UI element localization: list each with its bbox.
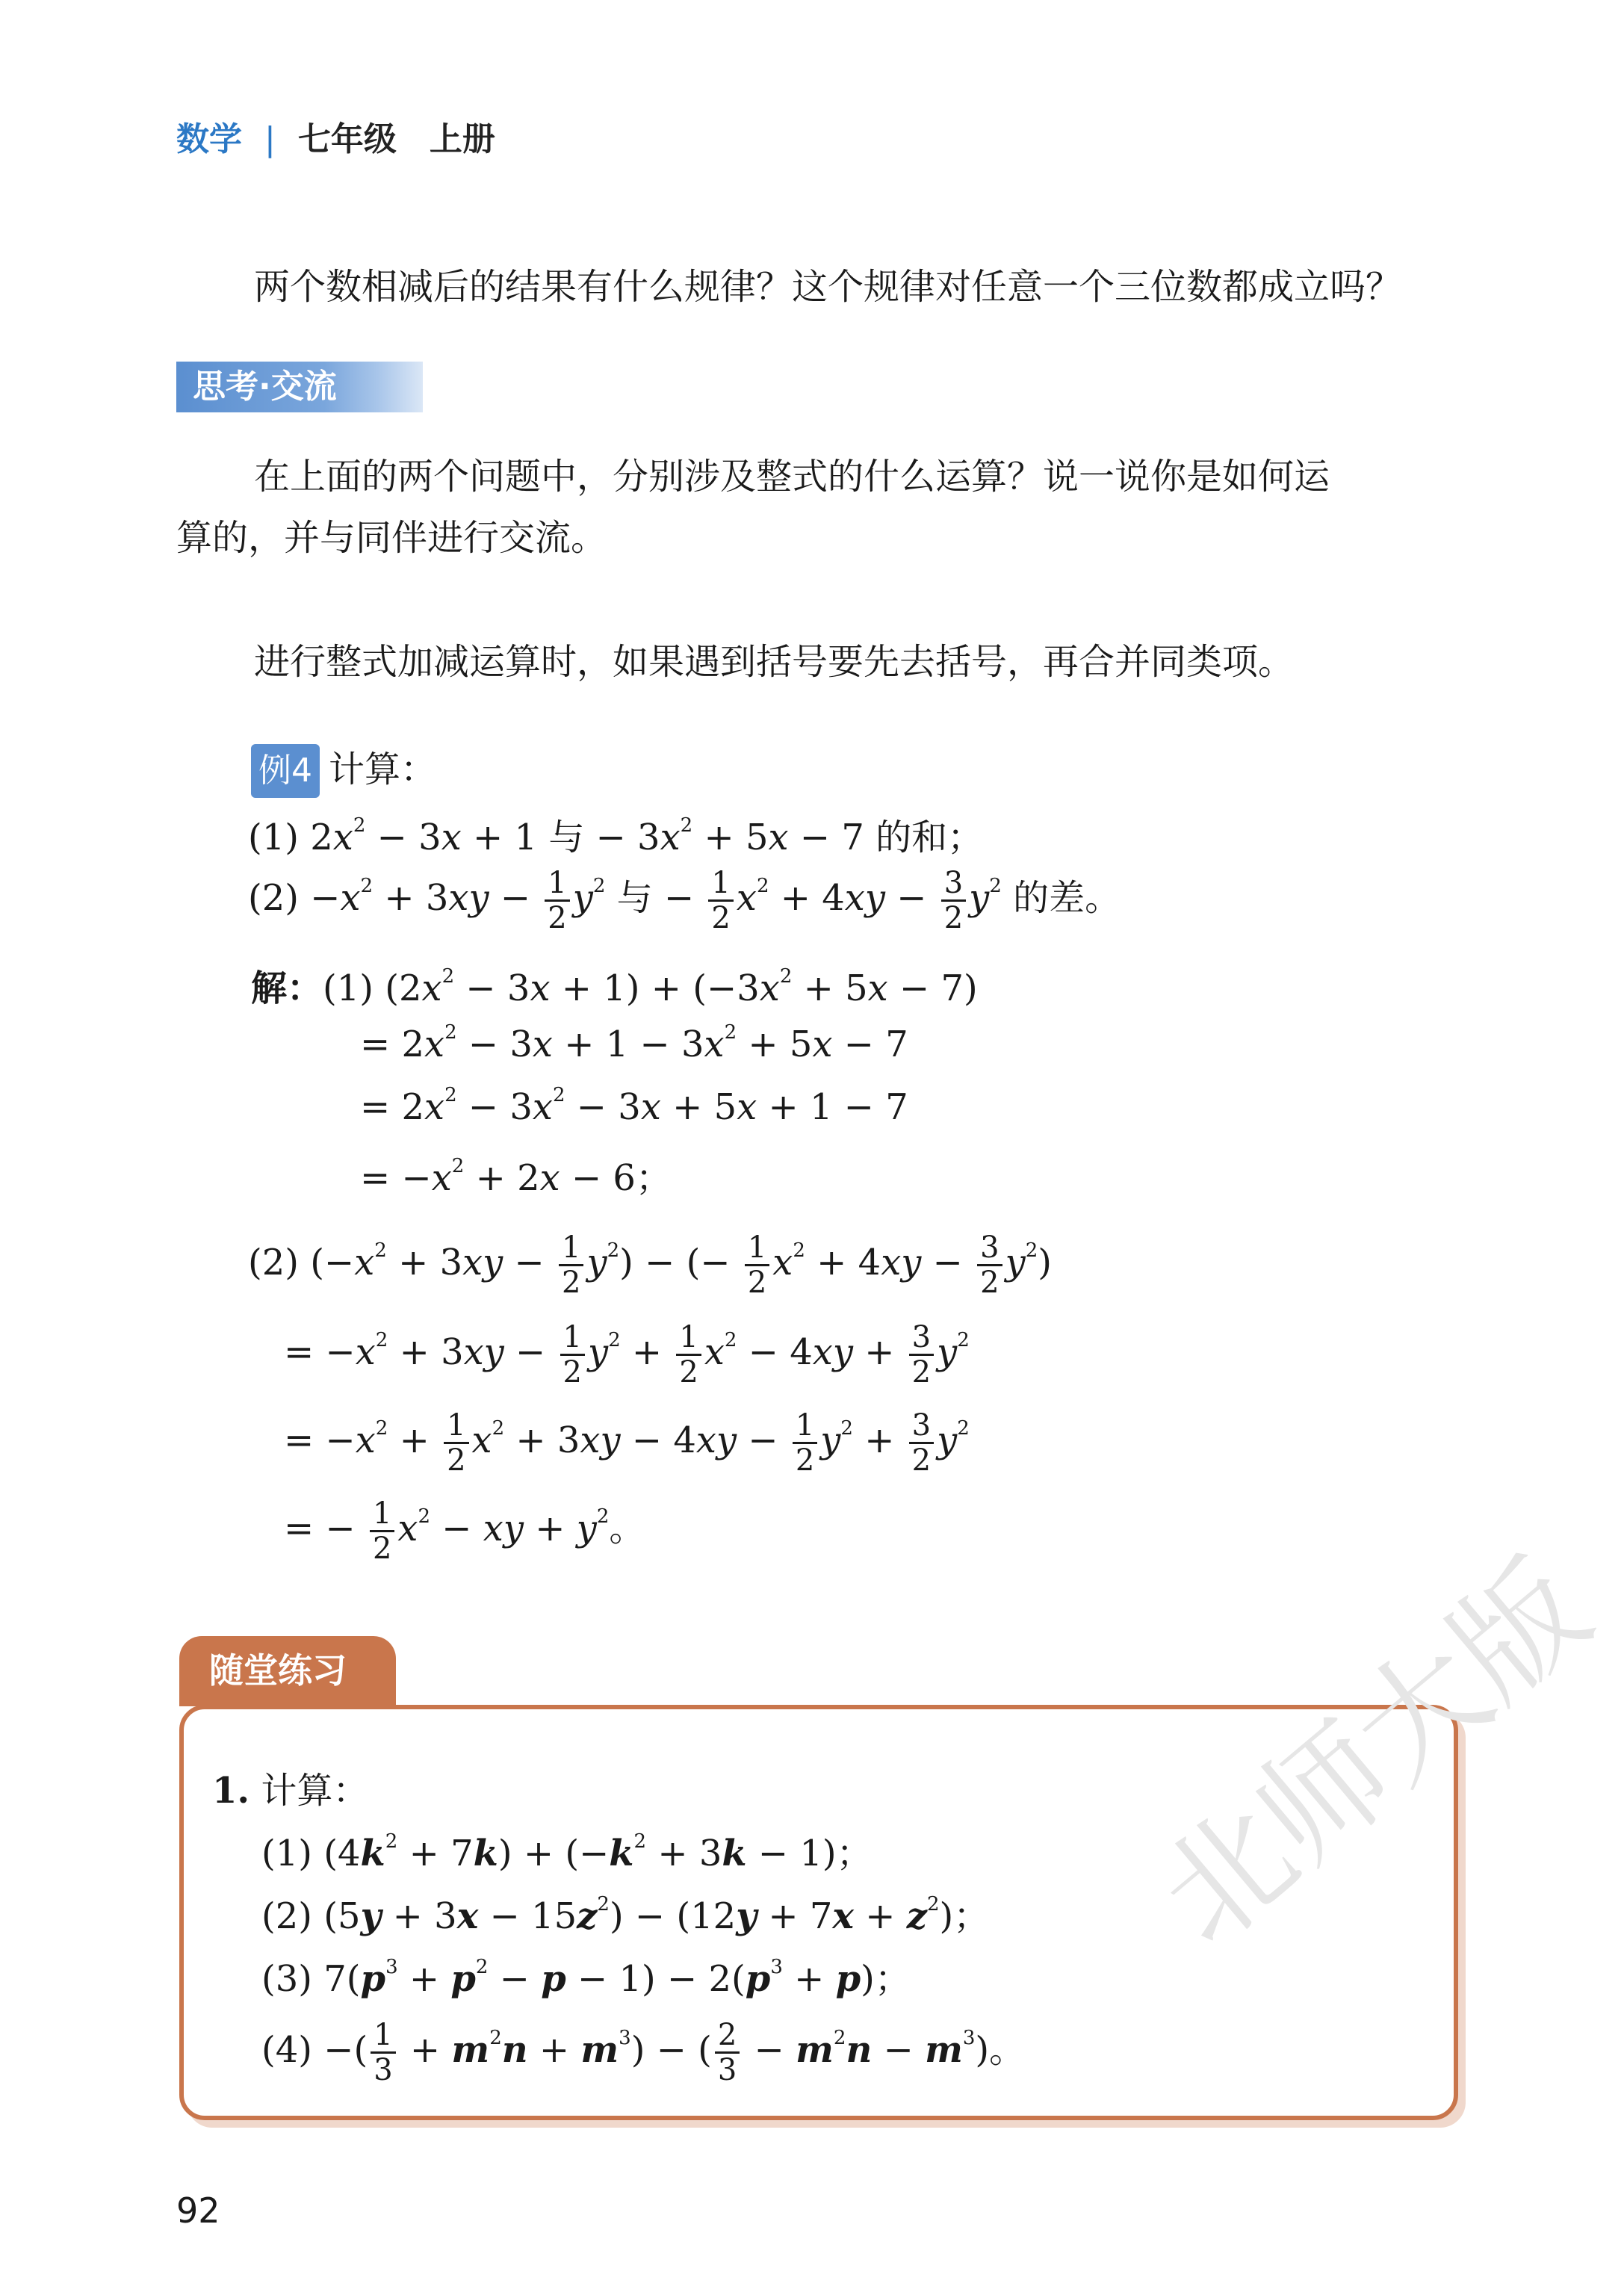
- practice-item-1: (1) $(4k^2 + 7k) + (-k^2 + 3k - 1)$；: [261, 1830, 873, 1874]
- practice-item-2: (2) $(5y + 3x - 15z^2) - (12y + 7x + z^2)$；: [261, 1893, 990, 1937]
- practice-question-heading: [212, 1762, 368, 1813]
- solution-2-line-1: (2) ($-x^2 + 3xy$ − $\frac{1}{2}$ $y^2$) − (− $\frac{1}{2}$ $x^2 + 4xy$ − $\frac{3}{2}$ $y^2$): [248, 1230, 1052, 1300]
- solution-1-line-4: = $-x^2 + 2x - 6$；: [360, 1155, 672, 1199]
- practice-q-num: 1.: [212, 1770, 250, 1812]
- example-badge: 例4: [251, 744, 320, 798]
- intro-question: 两个数相减后的结果有什么规律？这个规律对任意一个三位数都成立吗？: [254, 266, 1402, 308]
- think-line-1: 在上面的两个问题中，分别涉及整式的什么运算？说一说你是如何运: [254, 456, 1330, 498]
- practice-label: 随堂练习: [179, 1636, 396, 1706]
- solution-1-line-1: 解：(1) $(2x^2 - 3x + 1) + (-3x^2 + 5x - 7)$: [251, 965, 978, 1009]
- example-heading: [251, 737, 436, 802]
- solution-1-line-3: = $2x^2 - 3x^2 - 3x + 5x + 1 - 7$: [360, 1084, 908, 1128]
- solution-2-line-3: = $-x^2$ + $\frac{1}{2}$ $x^2 + 3xy - 4xy$ − $\frac{1}{2}$ $y^2$ + $\frac{3}{2}$ $y^2$: [284, 1408, 970, 1478]
- practice-q-title: 计算：: [261, 1770, 369, 1812]
- running-header: [176, 112, 495, 160]
- solution-2-line-4: = − $\frac{1}{2}$ $x^2$ − xy + $y^2$。: [284, 1496, 645, 1566]
- problem-2: $(2) -x^2 + 3xy$ − $\frac{1}{2}$ $y^2$ 与 − $\frac{1}{2}$ $x^2 + 4xy$ − $\frac{3}{2}$ $y^2$ 的差。: [248, 866, 1121, 935]
- problem-1: (1) $2x^2 - 3x + 1$ 与 − $3x^2 + 5x - 7$ 的和；: [248, 814, 984, 858]
- think-discuss-label: 思考·交流: [176, 362, 423, 412]
- solution-1-line-2: = $2x^2 - 3x + 1 - 3x^2 + 5x - 7$: [360, 1021, 908, 1065]
- solution-2-line-2: = $-x^2 + 3xy$ − $\frac{1}{2}$ $y^2$ + $\frac{1}{2}$ $x^2 - 4xy$ + $\frac{3}{2}$ $y^2$: [284, 1320, 970, 1390]
- think-line-2: 算的，并与同伴进行交流。: [176, 517, 607, 559]
- practice-item-4: (4) −( $\frac{1}{3}$ + $m^2n + m^3$) − ( $\frac{2}{3}$ − $m^2n - m^3$)。: [261, 2018, 1026, 2087]
- publisher-watermark: 北师大版: [1132, 1533, 1617, 1974]
- practice-item-3: (3) $7(p^3 + p^2 - p - 1) - 2(p^3 + p)$；: [261, 1956, 911, 2000]
- solution-label: 解：: [251, 967, 323, 1009]
- rule-text: 进行整式加减运算时，如果遇到括号要先去括号，再合并同类项。: [254, 641, 1295, 683]
- example-title: 计算：: [329, 749, 437, 790]
- header-grade: 七年级 上册: [297, 120, 495, 158]
- header-separator: |: [264, 120, 276, 158]
- header-subject: 数学: [176, 120, 242, 158]
- page-number: 92: [176, 2190, 220, 2231]
